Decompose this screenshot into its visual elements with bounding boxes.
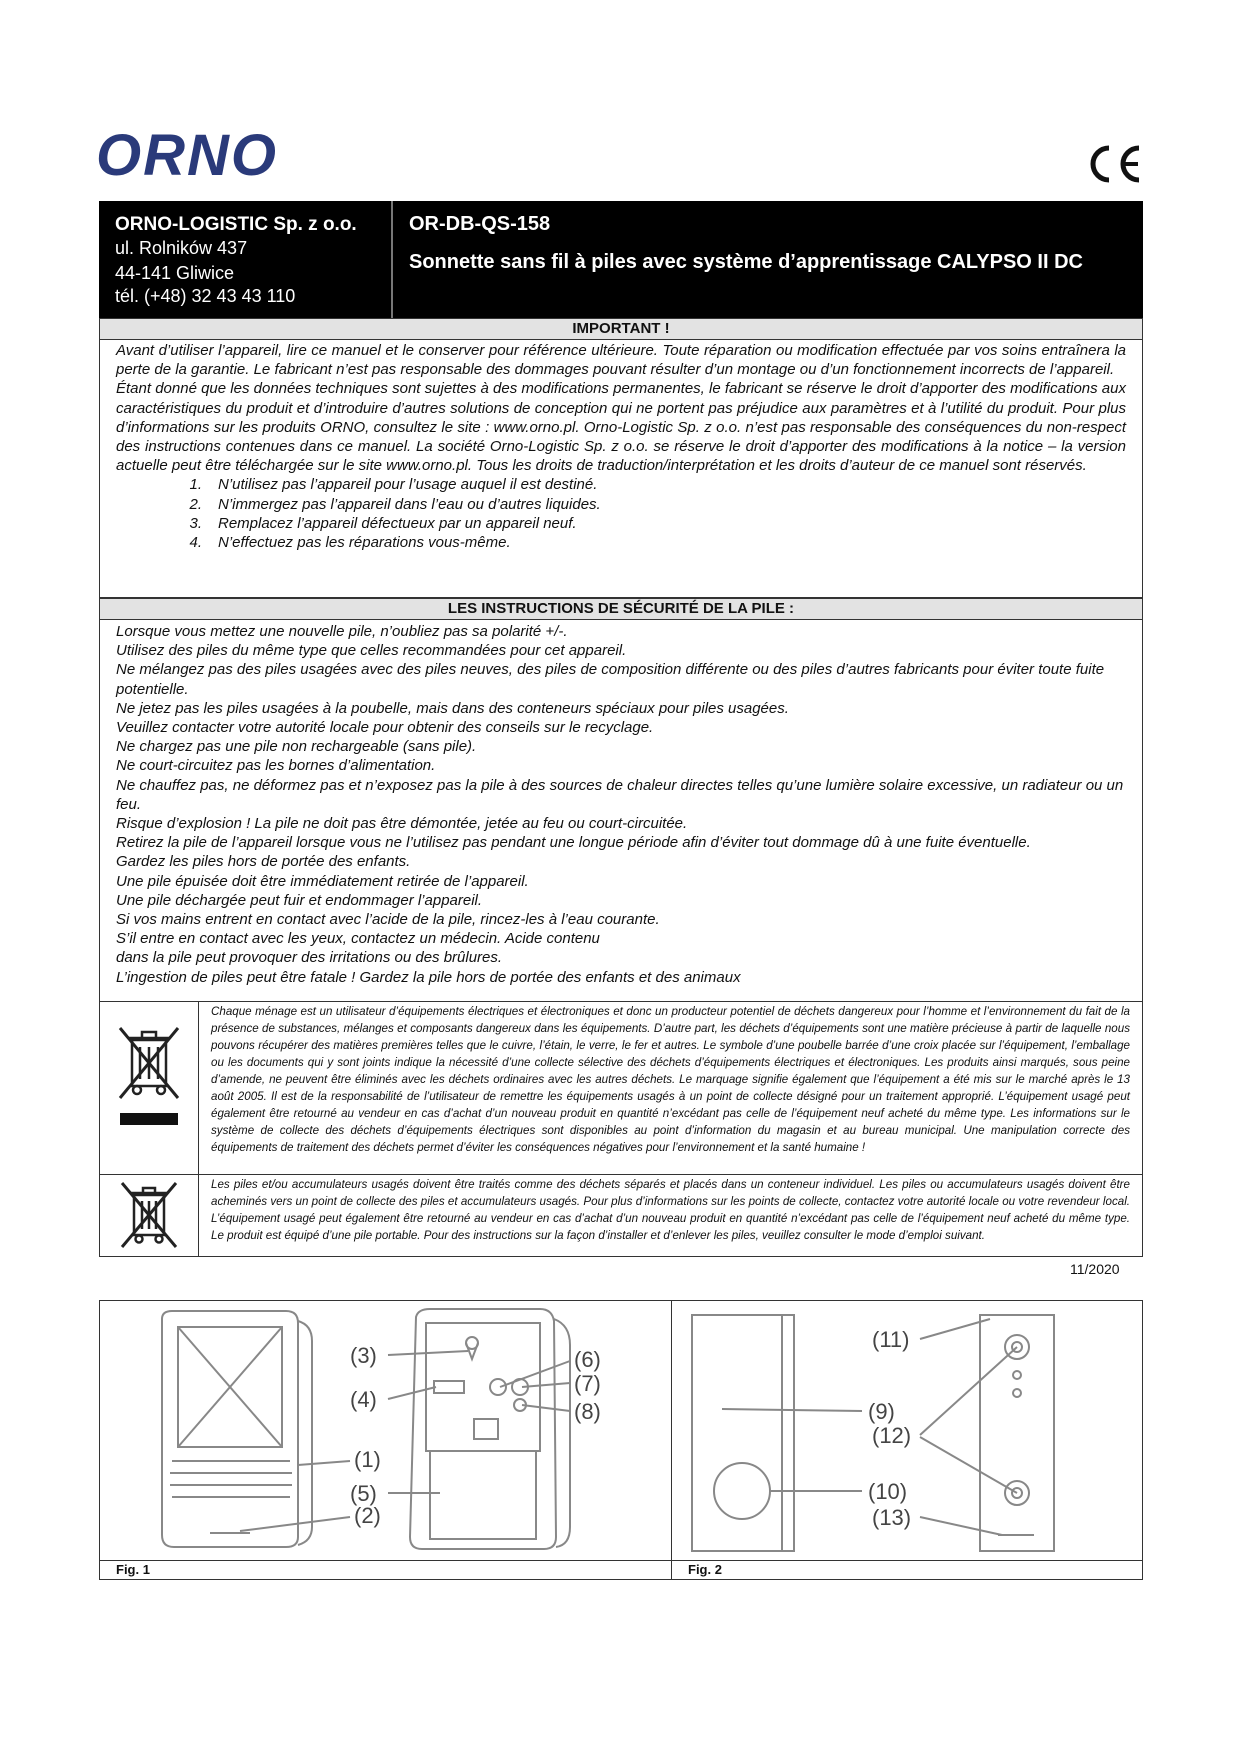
important-heading: IMPORTANT ! bbox=[100, 319, 1142, 340]
crossed-bin-icon bbox=[100, 1175, 199, 1256]
battery-line: Si vos mains entrent en contact avec l’acide de la pile, rincez-les à l’eau courante. bbox=[116, 911, 660, 929]
fig1-label-1: (1) bbox=[354, 1447, 381, 1472]
battery-line: Ne chauffez pas, ne déformez pas et n’exposez pas la pile à des sources de chaleur directes telles qu’une lumière solaire excessive, un radiateur ou un feu. bbox=[116, 776, 1124, 813]
battery-line: S’il entre en contact avec les yeux, contactez un médecin. Acide contenu bbox=[116, 930, 600, 948]
battery-line: Lorsque vous mettez une nouvelle pile, n’oubliez pas sa polarité +/-. bbox=[116, 623, 568, 640]
battery-line: Retirez la pile de l’appareil lorsque vous ne l’utilisez pas pendant une longue période afin d’éviter tout dommage dû à une fuite éventuelle. bbox=[116, 834, 1031, 852]
battery-line: L’ingestion de piles peut être fatale ! Gardez la pile hors de portée des enfants et des animaux bbox=[116, 968, 741, 986]
battery-line: Gardez les piles hors de portée des enfants. bbox=[116, 853, 411, 871]
battery-line: Risque d’explosion ! La pile ne doit pas être démontée, jetée au feu ou court-circuitée. bbox=[116, 815, 688, 833]
battery-body bbox=[100, 620, 1142, 988]
fig1-label-7: (7) bbox=[574, 1371, 601, 1396]
orno-logo bbox=[94, 120, 324, 190]
crossed-bin-with-bar-icon bbox=[100, 1002, 199, 1174]
figure-2-caption: Fig. 2 bbox=[672, 1560, 1142, 1579]
company-name: ORNO-LOGISTIC Sp. z o.o. bbox=[115, 214, 357, 235]
weee-electrical-text: Chaque ménage est un utilisateur d’équipements électriques et électroniques et donc un producteur potentiel de déchets dangereux pour l’homme et l’environnement du fait de la présence de substances, mélanges et composants dangereux dans les équipements. D’autre part, les déchets d’équipements sont une matière précieuse à partir de laquelle nous pouvons récupérer des matières premières telles que le cuivre, l’étain, le verre, le fer et autres. Le symbole d’une poubelle barrée d’une croix placée sur l’équipement, l’emballage ou les documents qui y sont joints indique la nécessité d’une collecte sélective des déchets d’équipements électriques et électroniques. Les produits ainsi marqués, sous peine d’amende, ne peuvent être éliminés avec les déchets ordinaires avec les autres déchets. Le marquage signifie également que l’équipement a été mis sur le marché après le 13 août 2005. Il est de la responsabilité de l’utilisateur de remettre les équipements usagés à un point de collecte désigné pour un traitement approprié. L’équipement usagé peut également être retourné au vendeur en cas d’achat d’un nouveau produit en quantité n’excédant pas celle de l’équipement neuf acheté du même type. Les informations sur le système de collecte des déchets d’équipements électriques sont disponibles au point d’information du magasin et au bureau municipal. Une manipulation correcte des équipements de traitement des déchets permet d’éviter les conséquences négatives pour l’environnement et la santé humaine ! bbox=[211, 1005, 1130, 1154]
product-info bbox=[393, 201, 1143, 318]
battery-heading: LES INSTRUCTIONS DE SÉCURITÉ DE LA PILE : bbox=[100, 598, 1142, 620]
document-date: 11/2020 bbox=[1070, 1261, 1120, 1277]
fig1-label-8: (8) bbox=[574, 1399, 601, 1424]
weee-battery-text: Les piles et/ou accumulateurs usagés doivent être traités comme des déchets séparés et placés dans un conteneur individuel. Les piles ou accumulateurs usagés doivent être acheminés vers un point de collecte des piles et accumulateurs usagés. Pour plus d’informations sur les points de collecte, contactez votre autorité locale ou votre revendeur local. L’équipement usagé peut également être retourné au vendeur en cas d’achat d’un nouveau produit en quantité n’excédant pas celle de l’équipement neuf acheté du même type. Le produit est équipé d’une pile portable. Pour des instructions sur la façon d’installer et d’enlever les piles, veuillez consulter le mode d’emploi suivant. bbox=[211, 1178, 1130, 1242]
important-section bbox=[99, 318, 1143, 598]
company-phone: tél. (+48) 32 43 43 110 bbox=[115, 286, 296, 306]
battery-line: Une pile épuisée doit être immédiatement retirée de l’appareil. bbox=[116, 872, 529, 890]
battery-line: Utilisez des piles du même type que celles recommandées pour cet appareil. bbox=[116, 642, 627, 660]
important-body bbox=[100, 340, 1142, 553]
logo-text: ORNO bbox=[96, 123, 278, 188]
fig1-label-4: (4) bbox=[350, 1387, 377, 1412]
list-item: 3. Remplacez l’appareil défectueux par un appareil neuf. bbox=[189, 514, 577, 532]
battery-line: Une pile déchargée peut fuir et endommager l’appareil. bbox=[116, 891, 483, 909]
list-item: 2. N’immergez pas l’appareil dans l’eau ou d’autres liquides. bbox=[189, 495, 601, 513]
battery-line: dans la pile peut provoquer des irritations ou des brûlures. bbox=[116, 949, 503, 967]
figure-1 bbox=[99, 1300, 672, 1580]
battery-line: Ne jetez pas les piles usagées à la poubelle, mais dans des conteneurs spéciaux pour piles usagées. bbox=[116, 699, 789, 717]
fig1-label-2: (2) bbox=[354, 1503, 381, 1528]
weee-battery-row bbox=[99, 1175, 1143, 1257]
document-header bbox=[99, 201, 1143, 318]
figure-1-caption: Fig. 1 bbox=[100, 1560, 671, 1579]
list-item: 4. N’effectuez pas les réparations vous-même. bbox=[189, 534, 511, 552]
company-city: 44-141 Gliwice bbox=[115, 263, 235, 283]
fig1-label-3: (3) bbox=[350, 1343, 377, 1368]
battery-line: Ne chargez pas une pile non rechargeable (sans pile). bbox=[116, 738, 477, 756]
fig2-label-11: (11) bbox=[872, 1327, 910, 1352]
company-info bbox=[99, 201, 393, 318]
figure-2 bbox=[672, 1300, 1143, 1580]
figure-2-drawing bbox=[672, 1301, 1142, 1563]
company-street: ul. Rolników 437 bbox=[115, 238, 248, 258]
fig1-label-5: (5) bbox=[350, 1481, 377, 1506]
battery-line: Ne court-circuitez pas les bornes d’alimentation. bbox=[116, 757, 436, 775]
list-item: 1. N’utilisez pas l’appareil pour l’usage auquel il est destiné. bbox=[189, 476, 598, 494]
fig2-label-10: (10) bbox=[868, 1479, 908, 1504]
fig2-label-9: (9) bbox=[868, 1399, 895, 1424]
fig1-label-6: (6) bbox=[574, 1347, 601, 1372]
figure-1-drawing bbox=[100, 1301, 673, 1563]
ce-mark-icon bbox=[1085, 142, 1145, 186]
fig2-label-12: (12) bbox=[872, 1423, 912, 1448]
fig2-label-13: (13) bbox=[872, 1505, 912, 1530]
battery-line: Ne mélangez pas des piles usagées avec des piles neuves, des piles de composition différente ou des piles d’autres fabricants pour éviter toute fuite potentielle. bbox=[116, 661, 1105, 698]
product-title: Sonnette sans fil à piles avec système d’apprentissage CALYPSO II DC bbox=[409, 251, 1083, 273]
weee-electrical-row bbox=[99, 1002, 1143, 1175]
product-model: OR-DB-QS-158 bbox=[409, 213, 551, 235]
battery-safety-section bbox=[99, 598, 1143, 1002]
important-paragraph-2: Étant donné que les données techniques sont sujettes à des modifications permanentes, le fabricant se réserve le droit d’apporter des modifications aux caractéristiques du produit et d’introduire d’autres solutions de conception qui ne portent pas préjudice aux paramètres et à l’utilité du produit. Pour plus d’informations sur les produits ORNO, consultez le site : www.orno.pl. Orno-Logistic Sp. z o.o. n’est pas responsable des conséquences du non-respect des instructions contenues dans ce manuel. La société Orno-Logistic Sp. z o.o. se réserve le droit d’apporter des modifications à la notice – la version actuelle peut être téléchargée sur le site www.orno.pl. Tous les droits de traduction/interprétation et les droits d’auteur de ce manuel sont réservés. bbox=[116, 380, 1126, 475]
important-paragraph-1: Avant d’utiliser l’appareil, lire ce manuel et le conserver pour référence ultérieure. Toute réparation ou modification effectuée par vos soins entraînera la perte de la garantie. Le fabricant n’est pas responsable des dommages pouvant résulter d’un montage ou d’un fonctionnement incorrects de l’appareil. bbox=[116, 342, 1126, 379]
important-list bbox=[116, 475, 1126, 552]
battery-line: Veuillez contacter votre autorité locale pour obtenir des conseils sur le recyclage. bbox=[116, 719, 654, 737]
